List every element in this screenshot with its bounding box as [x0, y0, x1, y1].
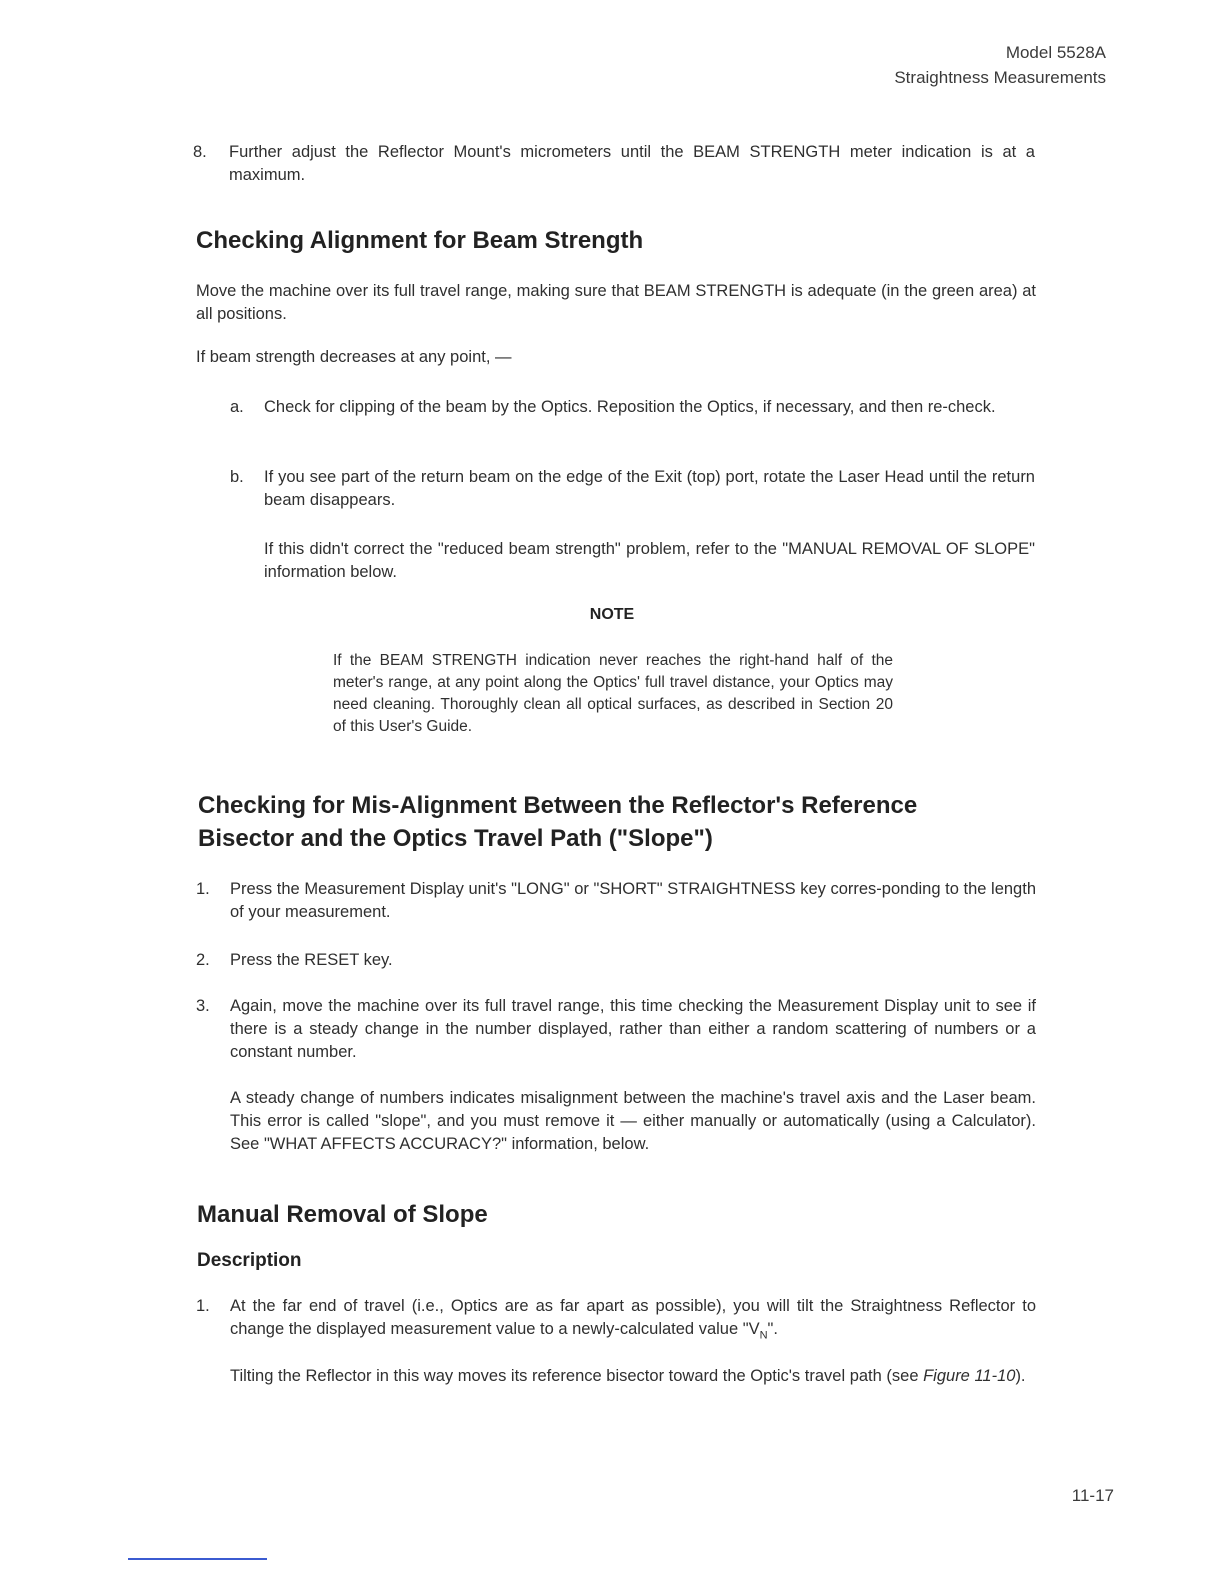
- paragraph-slope-definition: A steady change of numbers indicates misalignment between the machine's travel axis and the Laser beam. This error is called "slope", and you must remove it — either manually or automatically (using a Calculator). See "WHAT AFFECTS ACCURACY?" information, below.: [230, 1089, 1036, 1153]
- slope-step-3-text: Again, move the machine over its full travel range, this time checking the Measurement Display unit to see if there is a steady change in the number displayed, rather than either a random scattering of numbers or a constant number.: [230, 997, 1036, 1061]
- page-number: 11-17: [1071, 1486, 1114, 1505]
- paragraph-beam-decreases: If beam strength decreases at any point, —: [196, 348, 512, 366]
- list-item-b-text: If you see part of the return beam on the edge of the Exit (top) port, rotate the Laser Head until the return beam disappears.: [264, 468, 1035, 509]
- slope-step-1: [196, 878, 1036, 924]
- page-header: [894, 40, 1106, 90]
- value-subscript: N: [759, 1329, 768, 1342]
- slope-step-2-number: 2.: [196, 951, 210, 969]
- slope-step-2: [196, 949, 1036, 972]
- paragraph-tilting-reflector: [230, 1365, 1036, 1388]
- section-title-misalignment-line1: Checking for Mis-Alignment Between the Reflector's Reference: [198, 792, 918, 819]
- section-title-misalignment-line2: Bisector and the Optics Travel Path ("Slope"): [198, 825, 713, 852]
- note-body: If the BEAM STRENGTH indication never reaches the right-hand half of the meter's range, at any point along the Optics' full travel distance, your Optics may need cleaning. Thoroughly clean all optical surfaces, as described in Section 20 of this User's Guide.: [333, 652, 893, 735]
- slope-step-1-number: 1.: [196, 880, 210, 898]
- removal-step-1-end: ".: [767, 1320, 778, 1338]
- removal-step-1-main: At the far end of travel (i.e., Optics are as far apart as possible), you will tilt the Straightness Reflector to change the displayed measurement value to a newly-calculated value "V: [230, 1297, 1036, 1338]
- step-8: [193, 141, 1035, 187]
- list-item-a-label: a.: [230, 398, 244, 416]
- section-title-manual-removal: Manual Removal of Slope: [197, 1201, 488, 1228]
- list-item-b-label: b.: [230, 468, 244, 486]
- list-item-a-text: Check for clipping of the beam by the Optics. Reposition the Optics, if necessary, and then re-check.: [264, 398, 996, 416]
- slope-step-1-text: Press the Measurement Display unit's "LONG" or "SHORT" STRAIGHTNESS key corres-ponding to the length of your measurement.: [230, 880, 1036, 921]
- tilting-text-end: ).: [1015, 1367, 1026, 1385]
- list-item-a: [230, 396, 1035, 442]
- tilting-text: Tilting the Reflector in this way moves its reference bisector toward the Optic's travel path (see: [230, 1367, 924, 1385]
- subsection-title-description: Description: [197, 1250, 302, 1271]
- header-section: Straightness Measurements: [894, 68, 1106, 87]
- step-8-text: Further adjust the Reflector Mount's micrometers until the BEAM STRENGTH meter indication is at a maximum.: [229, 143, 1035, 184]
- removal-step-1-number: 1.: [196, 1297, 210, 1315]
- slope-step-3: [196, 995, 1036, 1064]
- list-item-b: [230, 466, 1035, 512]
- removal-step-1-text: [230, 1295, 1036, 1347]
- paragraph-move-machine: Move the machine over its full travel range, making sure that BEAM STRENGTH is adequate (in the green area) at all positions.: [196, 282, 1036, 323]
- slope-step-3-number: 3.: [196, 997, 210, 1015]
- section-title-beam-strength: Checking Alignment for Beam Strength: [196, 227, 644, 254]
- slope-step-2-text: Press the RESET key.: [230, 951, 393, 969]
- step-8-number: 8.: [193, 143, 207, 161]
- header-model: Model 5528A: [1005, 43, 1106, 62]
- note-title: NOTE: [589, 606, 635, 623]
- removal-step-1: [196, 1295, 1036, 1341]
- figure-reference-link[interactable]: Figure 11-10: [923, 1367, 1016, 1385]
- footer-divider: [128, 1558, 267, 1560]
- paragraph-manual-removal-reference: If this didn't correct the "reduced beam strength" problem, refer to the "MANUAL REMOVAL OF SLOPE" information below.: [264, 540, 1035, 581]
